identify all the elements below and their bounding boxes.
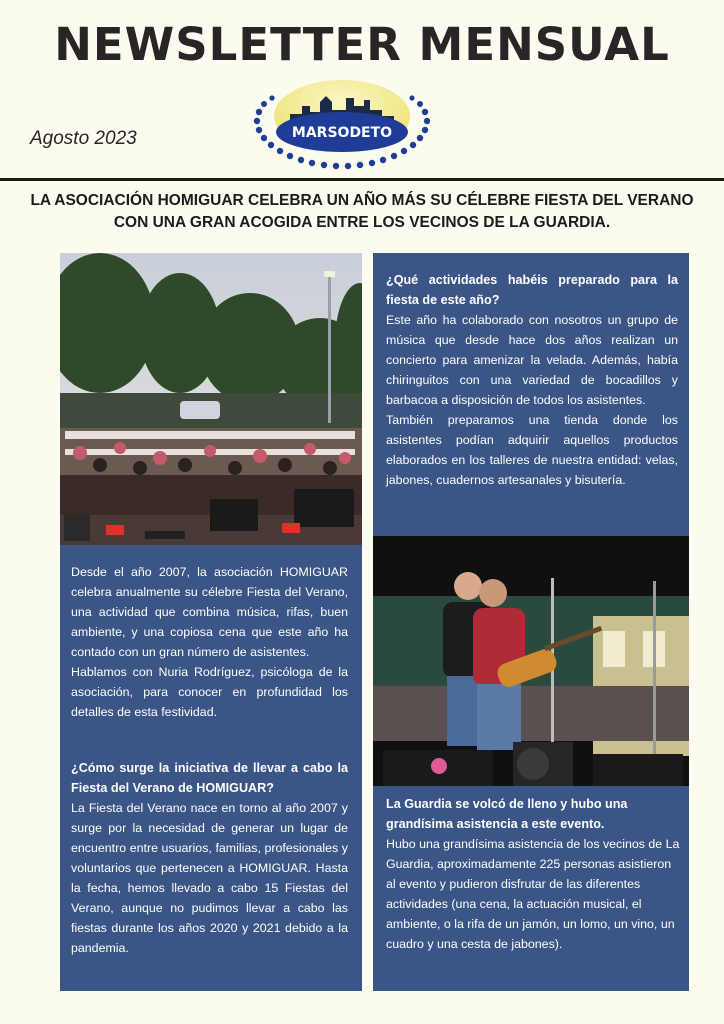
attendance-question: La Guardia se volcó de lleno y hubo una grandísima asistencia a este evento. xyxy=(386,797,628,831)
intro-text xyxy=(71,562,348,722)
header-divider xyxy=(0,178,724,181)
activities-question: ¿Qué actividades habéis preparado para la fiesta de este año? xyxy=(386,273,678,307)
dinner-crowd-photo xyxy=(60,253,362,545)
issue-date: Agosto 2023 xyxy=(30,128,137,149)
intro-paragraph-2: Hablamos con Nuria Rodríguez, psicóloga de la asociación, para conocer en profundidad los detalles de esta festividad. xyxy=(71,665,348,719)
attendance-section xyxy=(386,794,682,954)
newsletter-title: NEWSLETTER MENSUAL xyxy=(54,18,670,71)
logo-text: MARSODETO xyxy=(291,125,393,141)
attendance-answer: Hubo una grandísima asistencia de los vecinos de La Guardia, aproximadamente 225 personas asistieron al evento y pudieron disfrutar de las diferentes actividades (una cena, la actuación musical, el ambiente, o la rifa de un jamón, un lomo, un vino, un cuadro y una cesta de jabones). xyxy=(386,837,680,951)
headline-line-2: CON UNA GRAN ACOGIDA ENTRE LOS VECINOS DE LA GUARDIA. xyxy=(113,214,611,231)
concert-band-photo xyxy=(373,536,689,786)
headline-line-1: LA ASOCIACIÓN HOMIGUAR CELEBRA UN AÑO MÁS SU CÉLEBRE FIESTA DEL VERANO xyxy=(30,192,694,209)
activities-section xyxy=(386,270,678,490)
activities-answer-1: Este año ha colaborado con nosotros un grupo de música que desde hace dos años realizan un concierto para amenizar la velada. Además, había chiringuitos con una variedad de bocadillos y barbacoa a disposición de todos los asistentes. xyxy=(386,313,678,407)
origin-answer: La Fiesta del Verano nace en torno al año 2007 y surge por la necesidad de generar un lugar de encuentro entre usuarios, familias, profesionales y voluntarios que pertenecen a HOMIGUAR. Hasta la fecha, hemos llevado a cabo 15 Fiestas del Verano, aunque no pudimos llevar a cabo las fiestas durante los años 2020 y 2021 debido a la pandemia. xyxy=(71,801,348,955)
article-headline xyxy=(20,190,704,234)
activities-answer-2: También preparamos una tienda donde los asistentes podían adquirir aquellos productos elaborados en los talleres de nuestra entidad: velas, jabones, cuadernos artesanales y bisutería. xyxy=(386,413,678,487)
origin-question: ¿Cómo surge la iniciativa de llevar a cabo la Fiesta del Verano de HOMIGUAR? xyxy=(71,761,348,795)
origin-section xyxy=(71,758,348,958)
marsodeto-logo xyxy=(250,76,434,174)
intro-paragraph-1: Desde el año 2007, la asociación HOMIGUAR celebra anualmente su célebre Fiesta del Verano, una actividad que combina música, rifas, buen ambiente, y una copiosa cena que este año ha contado con un gran número de asistentes. xyxy=(71,565,348,659)
